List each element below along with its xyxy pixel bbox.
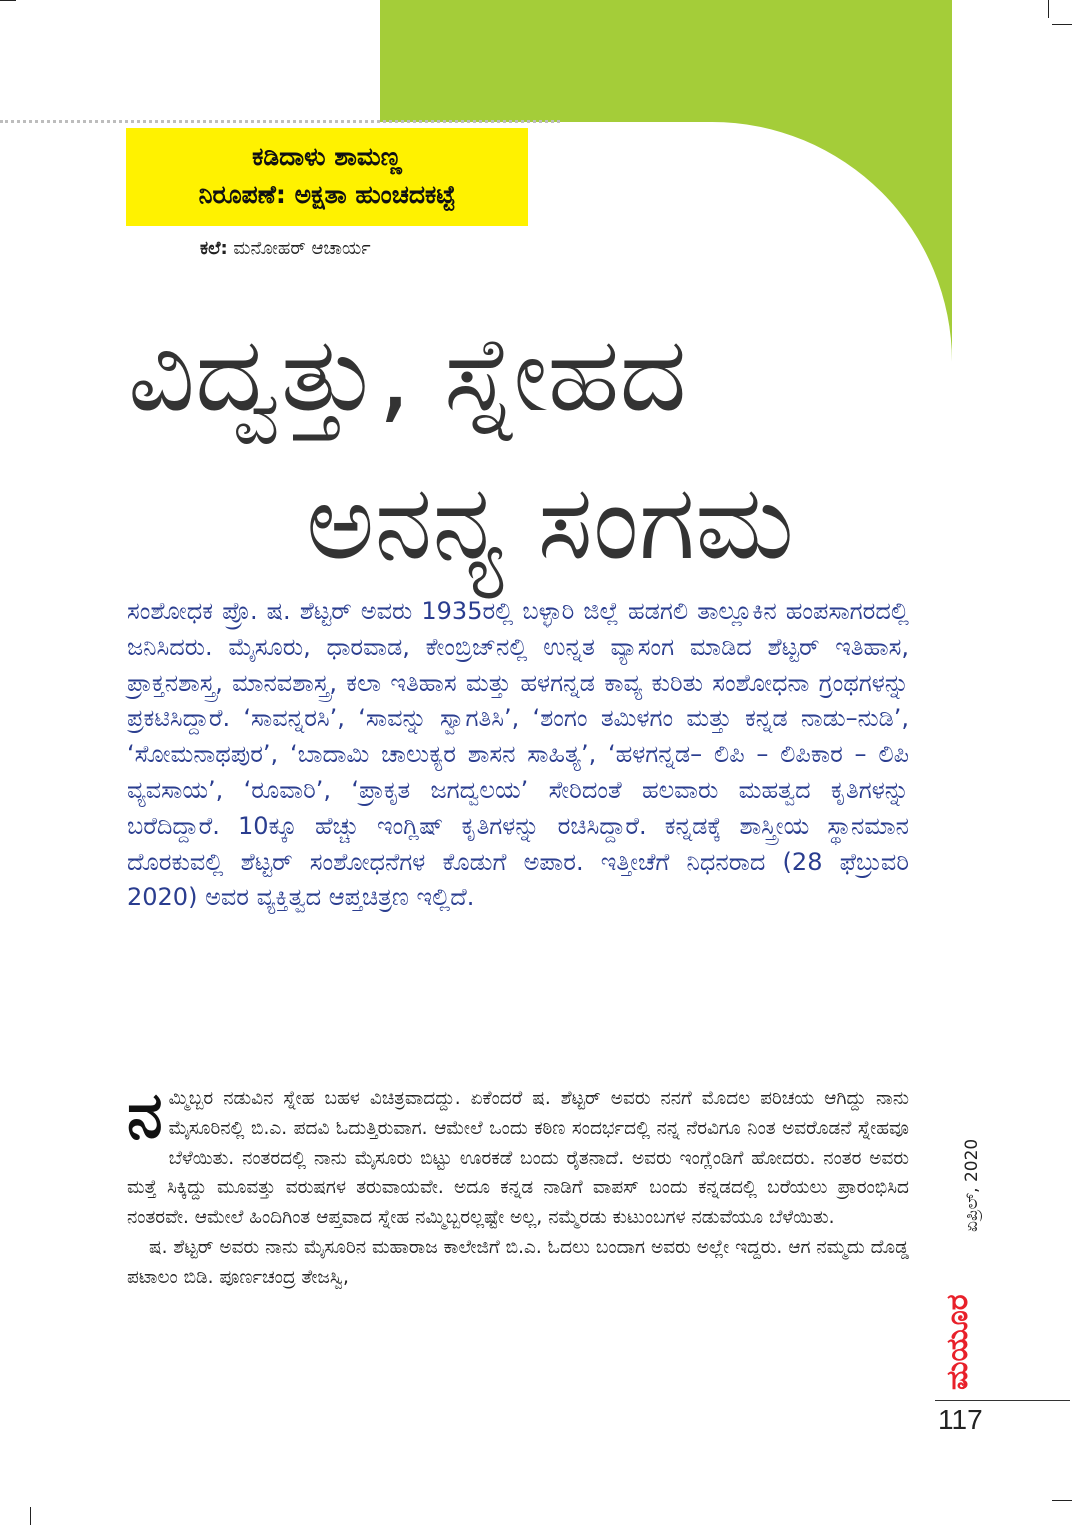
drop-cap: ನ [127,1079,163,1153]
art-credit-label: ಕಲೆ: [200,238,228,259]
magazine-logo: ಮಯೂರ [940,1294,975,1390]
article-headline [128,300,948,596]
crop-mark-bottom-left [30,1507,31,1525]
crop-mark-top-right [1048,0,1049,18]
article-body [127,1079,909,1293]
art-credit [200,238,371,259]
headline-line-1: ವಿದ್ವತ್ತು, ಸ್ನೇಹದ [128,313,687,435]
dotted-divider [0,120,560,123]
author-name: ಕಡಿದಾಳು ಶಾಮಣ್ಣ [252,142,402,171]
crop-mark-right-top [1052,24,1072,25]
issue-date: ಏಪ್ರಿಲ್, 2020 [962,1138,982,1232]
folio-rule [935,1400,1070,1401]
body-paragraph-1 [127,1079,909,1233]
body-paragraph-2: ಷ. ಶೆಟ್ಟರ್ ಅವರು ನಾನು ಮೈಸೂರಿನ ಮಹಾರಾಜ ಕಾಲೇಜಿಗೆ ಬಿ.ಎ. ಓದಲು ಬಂದಾಗ ಅವರು ಅಲ್ಲೇ ಇದ್ದರು. ಆಗ ನಮ್ಮದು ದೊಡ್ಡ ಪಟಾಲಂ ಬಿಡಿ. ಪೂರ್ಣಚಂದ್ರ ತೇಜಸ್ವಿ, [127,1236,909,1288]
headline-line-2: ಅನನ್ಯ ಸಂಗಮ [306,461,795,583]
art-credit-name: ಮನೋಹರ್ ಆಚಾರ್ಯ [233,238,371,259]
page-number: 117 [938,1404,983,1435]
narration-credit: ನಿರೂಪಣೆ: ಅಕ್ಷತಾ ಹುಂಚದಕಟ್ಟೆ [198,180,456,209]
byline-box [126,128,528,226]
intro-paragraph: ಸಂಶೋಧಕ ಪ್ರೊ. ಷ. ಶೆಟ್ಟರ್ ಅವರು 1935ರಲ್ಲಿ ಬಳ್ಳಾರಿ ಜಿಲ್ಲೆ ಹಡಗಲಿ ತಾಲ್ಲೂಕಿನ ಹಂಪಸಾಗರದಲ್ಲಿ ಜನಿಸಿದರು. ಮೈಸೂರು, ಧಾರವಾಡ, ಕೇಂಬ್ರಿಜ್‌ನಲ್ಲಿ ಉನ್ನತ ವ್ಯಾಸಂಗ ಮಾಡಿದ ಶೆಟ್ಟರ್ ಇತಿಹಾಸ, ಪ್ರಾಕ್ತನಶಾಸ್ತ್ರ, ಮಾನವಶಾಸ್ತ್ರ, ಕಲಾ ಇತಿಹಾಸ ಮತ್ತು ಹಳಗನ್ನಡ ಕಾವ್ಯ ಕುರಿತು ಸಂಶೋಧನಾ ಗ್ರಂಥಗಳನ್ನು ಪ್ರಕಟಿಸಿದ್ದಾರೆ. ‘ಸಾವನ್ನರಸಿ’, ‘ಸಾವನ್ನು ಸ್ವಾಗತಿಸಿ’, ‘ಶಂಗಂ ತಮಿಳಗಂ ಮತ್ತು ಕನ್ನಡ ನಾಡು–ನುಡಿ’, ‘ಸೋಮನಾಥಪುರ’, ‘ಬಾದಾಮಿ ಚಾಲುಕ್ಯರ ಶಾಸನ ಸಾಹಿತ್ಯ’, ‘ಹಳಗನ್ನಡ– ಲಿಪಿ – ಲಿಪಿಕಾರ – ಲಿಪಿ ವ್ಯವಸಾಯ’, ‘ರೂವಾರಿ’, ‘ಪ್ರಾಕೃತ ಜಗದ್ವಲಯ’ ಸೇರಿದಂತೆ ಹಲವಾರು ಮಹತ್ವದ ಕೃತಿಗಳನ್ನು ಬರೆದಿದ್ದಾರೆ. 10ಕ್ಕೂ ಹೆಚ್ಚು ಇಂಗ್ಲಿಷ್ ಕೃತಿಗಳನ್ನು ರಚಿಸಿದ್ದಾರೆ. ಕನ್ನಡಕ್ಕೆ ಶಾಸ್ತ್ರೀಯ ಸ್ಥಾನಮಾನ ದೊರಕುವಲ್ಲಿ ಶೆಟ್ಟರ್ ಸಂಶೋಧನೆಗಳ ಕೊಡುಗೆ ಅಪಾರ. ಇತ್ತೀಚೆಗೆ ನಿಧನರಾದ (28 ಫೆಬ್ರುವರಿ 2020) ಅವರ ವ್ಯಕ್ತಿತ್ವದ ಆಪ್ತಚಿತ್ರಣ ಇಲ್ಲಿದೆ. [127,597,909,912]
crop-mark-top-left [0,0,16,1]
crop-mark-bottom-right [1052,1500,1072,1501]
body-paragraph-1-text: ಮ್ಮಿಬ್ಬರ ನಡುವಿನ ಸ್ನೇಹ ಬಹಳ ವಿಚಿತ್ರವಾದದ್ದು. ಏಕೆಂದರೆ ಷ. ಶೆಟ್ಟರ್ ಅವರು ನನಗೆ ಮೊದಲ ಪರಿಚಯ ಆಗಿದ್ದು ನಾನು ಮೈಸೂರಿನಲ್ಲಿ ಬಿ.ಎ. ಪದವಿ ಓದುತ್ತಿರುವಾಗ. ಆಮೇಲೆ ಒಂದು ಕಠಿಣ ಸಂದರ್ಭದಲ್ಲಿ ನನ್ನ ನೆರವಿಗೂ ನಿಂತ ಅವರೊಡನೆ ಸ್ನೇಹವೂ ಬೆಳೆಯಿತು. ನಂತರದಲ್ಲಿ ನಾನು ಮೈಸೂರು ಬಿಟ್ಟು ಊರಕಡೆ ಬಂದು ರೈತನಾದೆ. ಅವರು ಇಂಗ್ಲೆಂಡಿಗೆ ಹೋದರು. ನಂತರ ಅವರು ಮತ್ತೆ ಸಿಕ್ಕಿದ್ದು ಮೂವತ್ತು ವರುಷಗಳ ತರುವಾಯವೇ. ಅದೂ ಕನ್ನಡ ನಾಡಿಗೆ ವಾಪಸ್ ಬಂದು ಕನ್ನಡದಲ್ಲಿ ಬರೆಯಲು ಪ್ರಾರಂಭಿಸಿದ ನಂತರವೇ. ಆಮೇಲೆ ಹಿಂದಿಗಿಂತ ಆಪ್ತವಾದ ಸ್ನೇಹ ನಮ್ಮಿಬ್ಬರಲ್ಲಷ್ಟೇ ಅಲ್ಲ, ನಮ್ಮೆರಡು ಕುಟುಂಬಗಳ ನಡುವೆಯೂ ಬೆಳೆಯಿತು. [127,1088,909,1229]
